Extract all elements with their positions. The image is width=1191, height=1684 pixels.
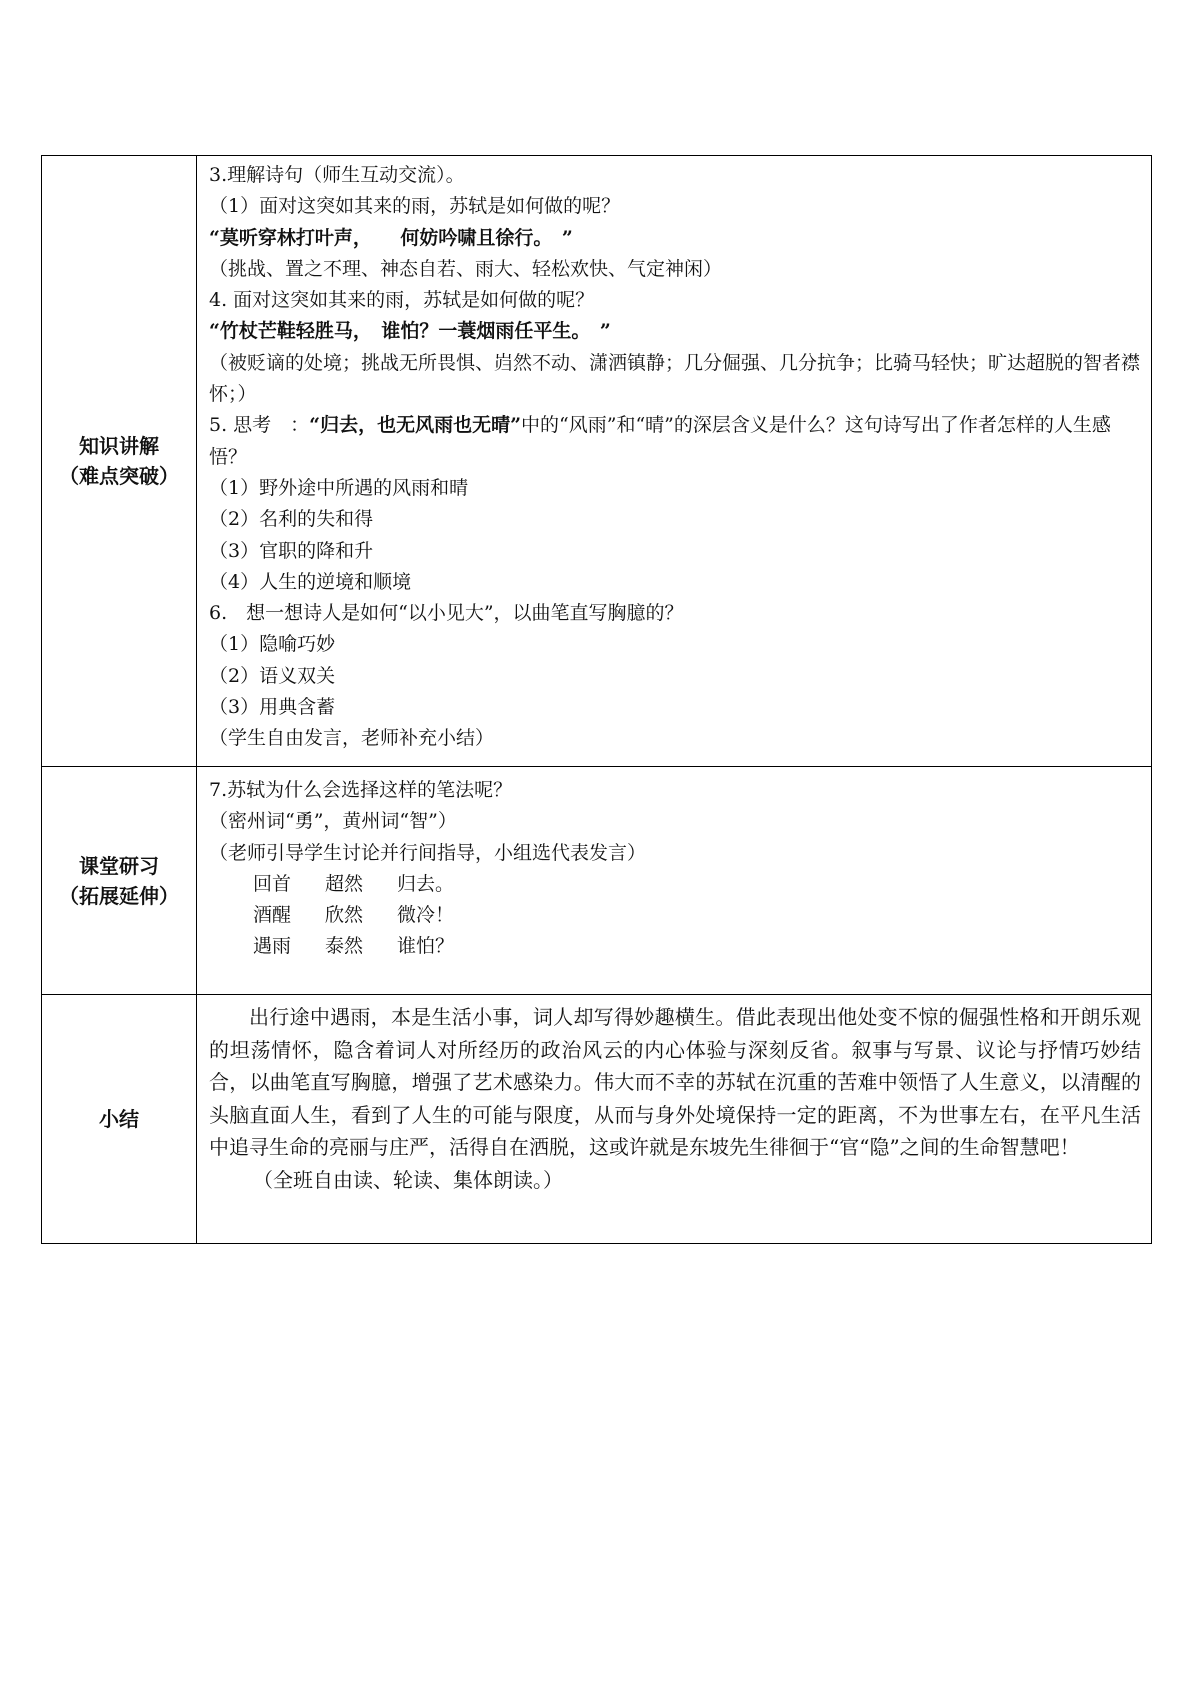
section-summary [42,995,1152,1244]
content-line: （3）用典含蓄 [209,696,336,719]
trio-word: 归去。 [397,872,455,895]
trio-word: 谁怕？ [397,935,455,958]
trio-word: 泰然 [325,935,364,958]
trio-word: 欣然 [325,904,364,927]
summary-paragraph: 出行途中遇雨，本是生活小事，词人却写得妙趣横生。借此表现出他处变不惊的倔强性格和开朗乐观的坦荡情怀，隐含着词人对所经历的政治风云的内心体验与深刻反省。叙事与写景、议论与抒情巧妙结合，以曲笔直写胸臆，增强了艺术感染力。伟大而不幸的苏轼在沉重的苦难中领悟了人生意义，以清醒的头脑直面人生，看到了人生的可能与限度，从而与身外处境保持一定的距离，不为世事左右，在平凡生活中追寻生命的亮丽与庄严，活得自在洒脱，这或许就是东坡先生徘徊于“官“隐”之间的生命智慧吧！ [209,1005,1141,1160]
content-line: （1）面对这突如其来的雨，苏轼是如何做的呢？ [209,195,621,218]
content-line: （1）隐喻巧妙 [209,633,336,656]
content-line: （4）人生的逆境和顺境 [209,570,412,593]
trio-word: 酒醒 [253,904,292,927]
word-trio [209,869,1143,900]
section-label [42,767,197,995]
section-content [197,156,1152,767]
content-line: （被贬谪的处境；挑战无所畏惧、岿然不动、潇洒镇静；几分倔强、几分抗争；比骑马轻快；旷达超脱的智者襟怀；） [209,351,1141,406]
reading-note: （全班自由读、轮读、集体朗读。） [253,1167,563,1192]
content-line: （学生自由发言，老师补充小结） [209,727,495,750]
label-line: 课堂研习 [79,853,159,878]
word-trio [209,931,1143,962]
trio-word: 微冷！ [397,904,455,927]
section-study [42,767,1152,995]
content-line: 4. 面对这突如其来的雨，苏轼是如何做的呢？ [209,289,595,312]
content-line: 7.苏轼为什么会选择这样的笔法呢？ [209,779,513,801]
section-content [197,995,1152,1244]
lesson-plan-table [41,155,1152,1244]
question-text: 中的“风雨”和“晴”的深层含义是什么？这句诗写出了作者怎样的人生感悟？ [209,414,1111,468]
label-line: 小结 [99,1107,139,1131]
label-line: （拓展延伸） [59,883,179,908]
word-trio [209,900,1143,931]
content-line: （挑战、置之不理、神态自若、雨大、轻松欢快、气定神闲） [209,257,723,280]
content-line: 3.理解诗句（师生互动交流）。 [209,164,465,186]
section-knowledge [42,156,1152,767]
section-label [42,156,197,767]
question-line [209,410,1143,473]
section-label [42,995,197,1244]
content-line: 6. 想一想诗人是如何“以小见大”，以曲笔直写胸臆的？ [209,602,684,625]
question-prefix: 5. 思考 ： [209,414,310,437]
content-line: （老师引导学生讨论并行间指导，小组选代表发言） [209,841,647,864]
content-line: （密州词“勇”，黄州词“智”） [209,810,457,833]
content-line: （1）野外途中所遇的风雨和晴 [209,476,469,499]
trio-word: 回首 [253,872,292,895]
poem-quote: “竹杖芒鞋轻胜马， 谁怕？一蓑烟雨任平生。 ” [209,320,611,343]
poem-quote: “莫听穿林打叶声， 何妨吟啸且徐行。 ” [209,226,573,249]
trio-word: 超然 [325,872,364,895]
content-line: （2）语义双关 [209,664,336,687]
poem-quote: “归去，也无风雨也无晴” [309,414,522,437]
content-line: （2）名利的失和得 [209,508,374,531]
section-content [197,767,1152,995]
content-line: （3）官职的降和升 [209,539,374,562]
label-line: （难点突破） [59,464,179,488]
trio-word: 遇雨 [253,935,292,958]
label-line: 知识讲解 [79,434,159,458]
